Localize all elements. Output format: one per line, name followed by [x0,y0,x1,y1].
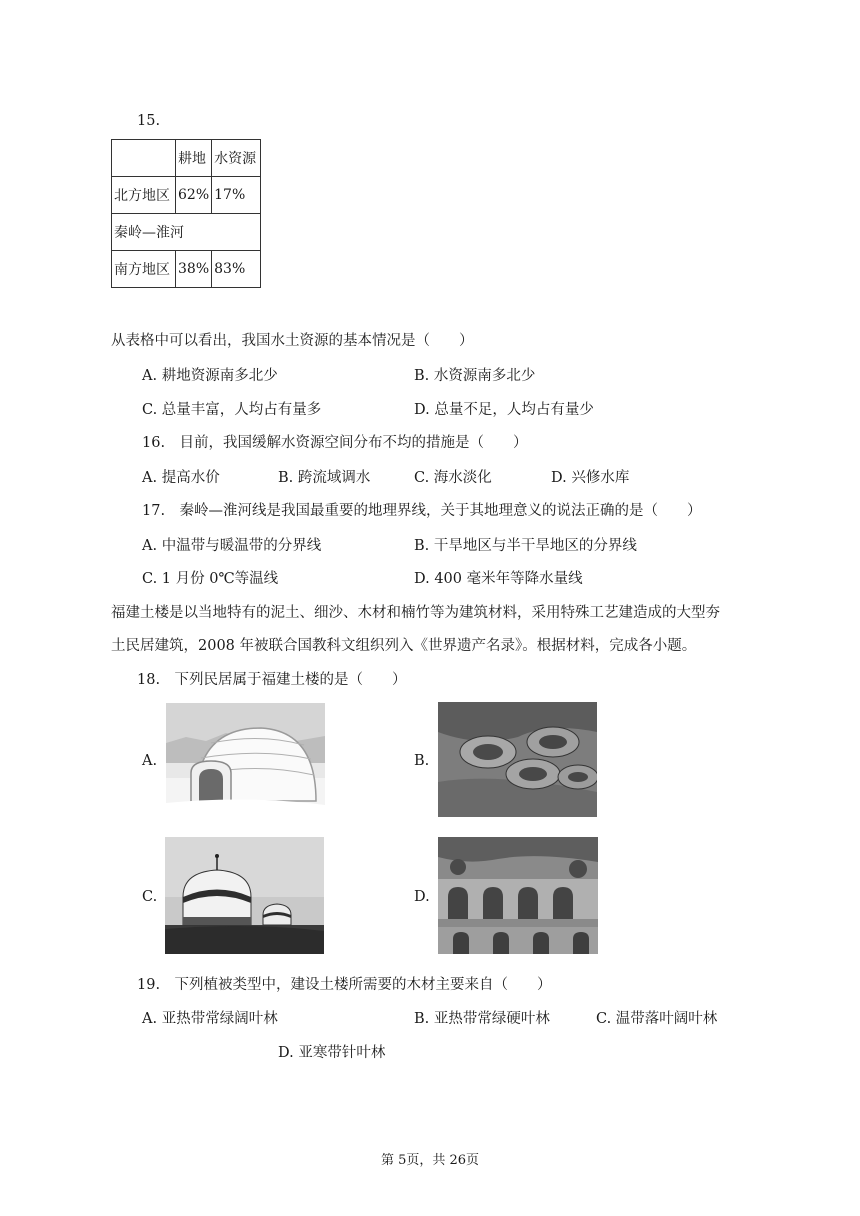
material-line-2: 土民居建筑，2008 年被联合国教科文组织列入《世界遗产名录》。根据材料，完成各小题。 [111,638,697,654]
q18-option-a-label[interactable]: A. [142,753,158,769]
table-row [112,214,261,251]
table-cell: 17% [212,177,261,214]
resource-table [111,139,261,288]
q17-option-c[interactable]: C. 1 月份 0℃等温线 [142,571,279,587]
q19-option-b[interactable]: B. 亚热带常绿硬叶林 [414,1011,550,1027]
table-cell: 62% [176,177,212,214]
question-15-number: 15. [137,113,161,129]
table-cell: 耕地 [176,140,212,177]
table-cell [112,140,176,177]
table-row [112,251,261,288]
table-row [112,177,261,214]
table-cell: 秦岭—淮河 [112,214,261,251]
q19-option-a[interactable]: A. 亚热带常绿阔叶林 [142,1011,278,1027]
table-cell: 南方地区 [112,251,176,288]
q18-option-b-label[interactable]: B. [414,753,430,769]
question-19-stem: 19. 下列植被类型中，建设土楼所需要的木材主要来自（ ） [137,977,552,993]
cave-dwelling-image[interactable] [438,837,598,954]
q15-option-a[interactable]: A. 耕地资源南多北少 [142,368,278,384]
q16-option-d[interactable]: D. 兴修水库 [551,470,630,486]
table-row [112,140,261,177]
q19-option-d[interactable]: D. 亚寒带针叶林 [278,1045,386,1061]
q17-option-a[interactable]: A. 中温带与暖温带的分界线 [142,538,322,554]
q18-option-c-label[interactable]: C. [142,889,158,905]
material-line-1: 福建土楼是以当地特有的泥土、细沙、木材和楠竹等为建筑材料，采用特殊工艺建造成的大型夯 [111,605,720,621]
q15-option-c[interactable]: C. 总量丰富，人均占有量多 [142,402,322,418]
table-cell: 38% [176,251,212,288]
question-17-stem: 17. 秦岭—淮河线是我国最重要的地理界线，关于其地理意义的说法正确的是（ ） [142,503,702,519]
q15-option-d[interactable]: D. 总量不足，人均占有量少 [414,402,594,418]
q18-option-d-label[interactable]: D. [414,889,430,905]
fujian-tulou-image[interactable] [438,702,597,817]
q16-option-b[interactable]: B. 跨流域调水 [278,470,371,486]
page-footer: 第 5页，共 26页 [380,1153,480,1168]
table-cell: 北方地区 [112,177,176,214]
q16-option-c[interactable]: C. 海水淡化 [414,470,492,486]
q16-option-a[interactable]: A. 提高水价 [142,470,220,486]
question-16-stem: 16. 目前，我国缓解水资源空间分布不均的措施是（ ） [142,435,528,451]
question-15-stem: 从表格中可以看出，我国水土资源的基本情况是（ ） [111,333,474,349]
yurt-image[interactable] [165,837,324,954]
table-cell: 83% [212,251,261,288]
q17-option-d[interactable]: D. 400 毫米年等降水量线 [414,571,583,587]
table-cell: 水资源 [212,140,261,177]
question-18-stem: 18. 下列民居属于福建土楼的是（ ） [137,672,407,688]
q15-option-b[interactable]: B. 水资源南多北少 [414,368,536,384]
igloo-image[interactable] [166,703,325,818]
q19-option-c[interactable]: C. 温带落叶阔叶林 [596,1011,718,1027]
q17-option-b[interactable]: B. 干旱地区与半干旱地区的分界线 [414,538,637,554]
